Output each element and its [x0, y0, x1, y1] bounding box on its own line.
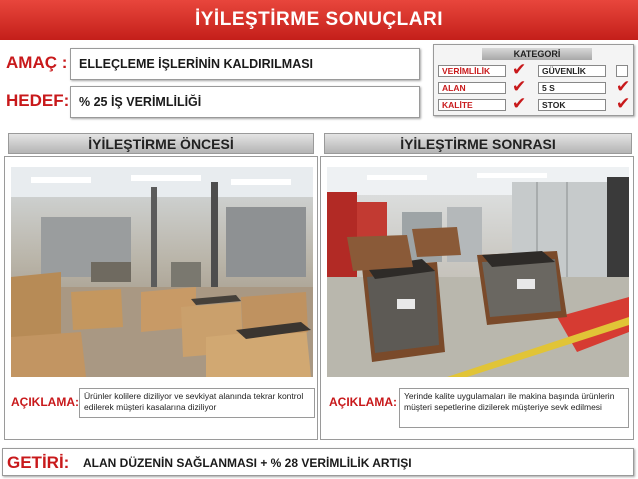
hedef-label: HEDEF:: [6, 91, 70, 110]
check-icon: ✔: [616, 77, 631, 97]
kategori-item-guvenlik: GÜVENLİK: [538, 65, 606, 77]
factory-after-image: [327, 167, 629, 377]
kategori-item-stok: STOK: [538, 99, 606, 111]
after-photo: [327, 167, 629, 377]
unchecked-box-icon: [616, 65, 628, 77]
before-photo: [11, 167, 313, 377]
kategori-item-verimlilik: VERİMLİLİK: [438, 65, 506, 77]
before-desc: Ürünler kolilere diziliyor ve sevkiyat alanında tekrar kontrol edilerek müşteri kasalarına diziliyor: [79, 388, 315, 418]
warehouse-before-image: [11, 167, 313, 377]
before-panel: [4, 156, 318, 440]
before-header: İYİLEŞTİRME ÖNCESİ: [8, 133, 314, 154]
after-panel: [320, 156, 634, 440]
getiri-box: [2, 448, 634, 476]
check-icon: ✔: [512, 60, 527, 80]
amac-value: ELLEÇLEME İŞLERİNİN KALDIRILMASI: [79, 57, 314, 71]
hedef-field: [70, 86, 420, 118]
after-header: İYİLEŞTİRME SONRASI: [324, 133, 632, 154]
before-desc-label: AÇIKLAMA:: [11, 395, 79, 409]
check-icon: ✔: [512, 94, 527, 114]
check-icon: ✔: [616, 94, 631, 114]
getiri-label: GETİRİ:: [7, 453, 70, 472]
kategori-item-kalite: KALİTE: [438, 99, 506, 111]
amac-field: [70, 48, 420, 80]
after-desc-label: AÇIKLAMA:: [329, 395, 397, 409]
hedef-value: % 25 İŞ VERİMLİLİĞİ: [79, 95, 202, 109]
after-desc: Yerinde kalite uygulamaları ile makina başında ürünlerin müşteri sepetlerine dizilerek müşteriye sevk edilmesi: [399, 388, 629, 428]
kategori-header: KATEGORİ: [482, 48, 592, 60]
amac-label: AMAÇ :: [6, 53, 68, 72]
check-icon: ✔: [512, 77, 527, 97]
kategori-panel: [433, 44, 634, 116]
page-title: İYİLEŞTİRME SONUÇLARI: [0, 0, 638, 40]
getiri-value: ALAN DÜZENİN SAĞLANMASI + % 28 VERİMLİLİK ARTIŞI: [83, 456, 412, 470]
kategori-item-5s: 5 S: [538, 82, 606, 94]
kategori-item-alan: ALAN: [438, 82, 506, 94]
